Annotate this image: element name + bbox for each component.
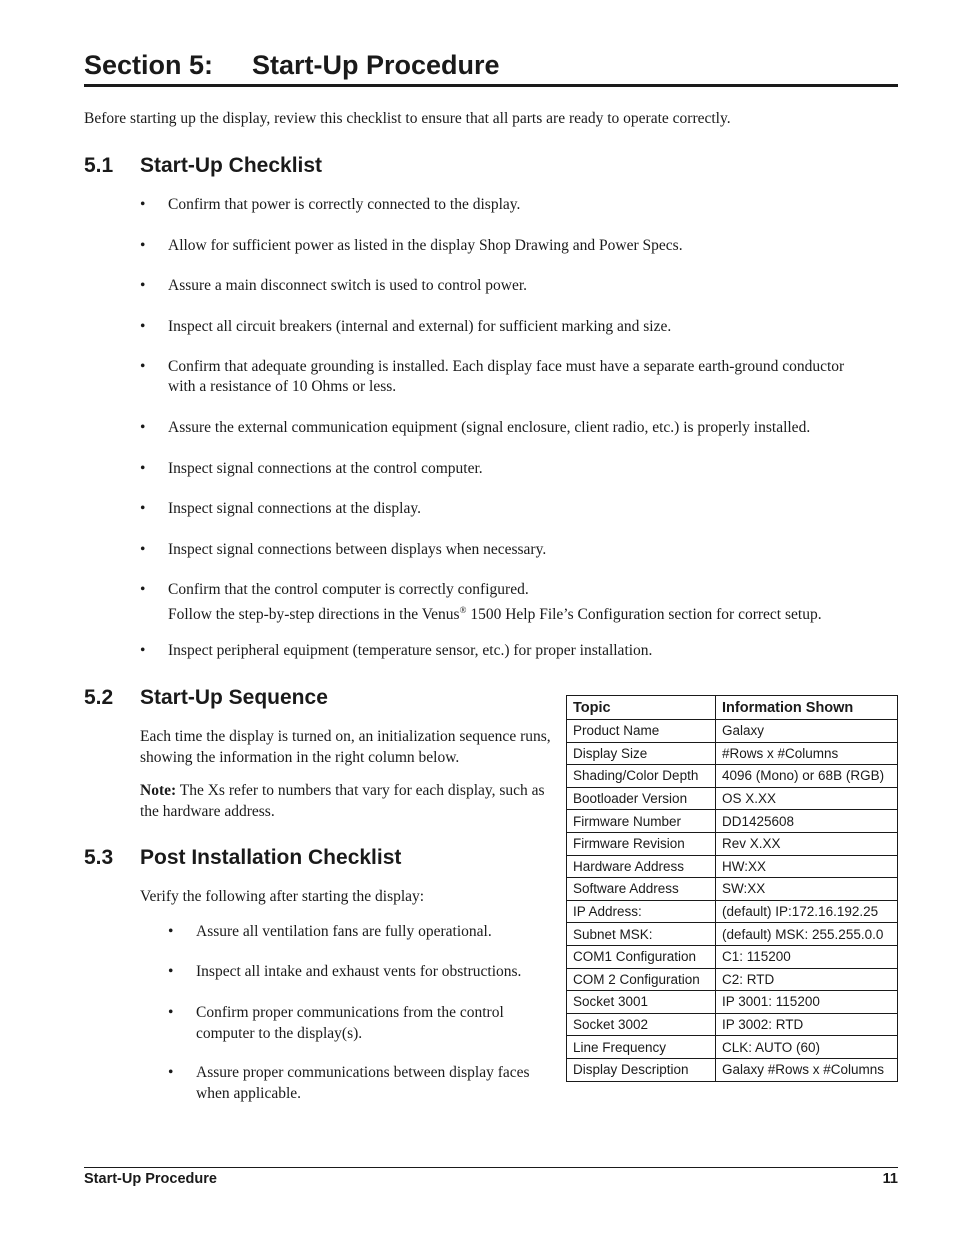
table-row	[567, 945, 898, 968]
table-row	[567, 1036, 898, 1059]
table-cell: Shading/Color Depth	[567, 765, 716, 788]
heading-start-up-sequence: 5.2 Start-Up Sequence	[84, 686, 328, 709]
table-row	[567, 1058, 898, 1081]
column-header: Information Shown	[716, 696, 898, 720]
table-cell: Line Frequency	[567, 1036, 716, 1059]
table-cell: C1: 115200	[716, 945, 898, 968]
table-cell: Hardware Address	[567, 855, 716, 878]
list-item: • Inspect signal connections at the control computer.	[140, 460, 483, 477]
list-item: • Assure all ventilation fans are fully operational.	[168, 923, 492, 940]
table-row	[567, 787, 898, 810]
list-item: • Inspect peripheral equipment (temperature sensor, etc.) for proper installation.	[140, 642, 653, 659]
post-installation-paragraph: Verify the following after starting the display:	[140, 888, 425, 905]
list-item: • Confirm that the control computer is correctly configured. Follow the step-by-step directions in the Venus® 1500 Help File’s Configuration section for correct setup.	[140, 581, 822, 624]
table-row	[567, 720, 898, 743]
heading-post-installation-checklist: 5.3 Post Installation Checklist	[84, 846, 402, 869]
intro-paragraph: Before starting up the display, review this checklist to ensure that all parts are ready to operate correctly.	[84, 110, 731, 127]
table-row	[567, 1013, 898, 1036]
table-cell: OS X.XX	[716, 787, 898, 810]
table-row	[567, 900, 898, 923]
table-row	[567, 923, 898, 946]
table-cell: (default) IP:172.16.192.25	[716, 900, 898, 923]
list-item: • Inspect signal connections at the display.	[140, 500, 421, 517]
table-cell: (default) MSK: 255.255.0.0	[716, 923, 898, 946]
list-item: • Inspect all circuit breakers (internal and external) for sufficient marking and size.	[140, 318, 672, 335]
table-cell: IP 3001: 115200	[716, 991, 898, 1014]
list-item: • Assure the external communication equipment (signal enclosure, client radio, etc.) is properly installed.	[140, 419, 811, 436]
page-title	[84, 48, 898, 87]
table-row	[567, 742, 898, 765]
table-cell: Display Size	[567, 742, 716, 765]
list-item: • Assure a main disconnect switch is used to control power.	[140, 277, 528, 294]
note-paragraph: Note: The Xs refer to numbers that vary for each display, such as the hardware address.	[140, 782, 545, 820]
section-title-text: Start-Up Procedure	[252, 50, 500, 80]
table-cell: Subnet MSK:	[567, 923, 716, 946]
column-header: Topic	[567, 696, 716, 720]
table-cell: Galaxy	[716, 720, 898, 743]
list-item: • Confirm proper communications from the control computer to the display(s).	[168, 1004, 504, 1042]
page-number: 11	[882, 1171, 898, 1187]
list-item: • Confirm that power is correctly connected to the display.	[140, 196, 521, 213]
footer-divider	[84, 1167, 898, 1168]
section-number: Section 5:	[84, 50, 214, 80]
table-row	[567, 855, 898, 878]
table-row	[567, 878, 898, 901]
table-cell: Firmware Number	[567, 810, 716, 833]
table-cell: Display Description	[567, 1058, 716, 1081]
table-cell: SW:XX	[716, 878, 898, 901]
footer-title: Start-Up Procedure	[84, 1171, 217, 1187]
table-cell: IP 3002: RTD	[716, 1013, 898, 1036]
table-cell: COM1 Configuration	[567, 945, 716, 968]
list-item: • Assure proper communications between display faces when applicable.	[168, 1064, 530, 1102]
table-cell: Product Name	[567, 720, 716, 743]
heading-start-up-checklist: 5.1 Start-Up Checklist	[84, 154, 323, 177]
table-row	[567, 810, 898, 833]
table-cell: Software Address	[567, 878, 716, 901]
list-item: • Confirm that adequate grounding is installed. Each display face must have a separate earth-ground conductor with a resistance of 10 Ohms or less.	[140, 358, 845, 395]
table-cell: Firmware Revision	[567, 832, 716, 855]
list-item: • Inspect signal connections between displays when necessary.	[140, 541, 547, 558]
table-cell: DD1425608	[716, 810, 898, 833]
table-cell: HW:XX	[716, 855, 898, 878]
table-cell: #Rows x #Columns	[716, 742, 898, 765]
table-row	[567, 991, 898, 1014]
note-label: Note:	[140, 782, 177, 799]
table-cell: CLK: AUTO (60)	[716, 1036, 898, 1059]
table-row	[567, 968, 898, 991]
table-cell: Rev X.XX	[716, 832, 898, 855]
table-cell: IP Address:	[567, 900, 716, 923]
table-cell: COM 2 Configuration	[567, 968, 716, 991]
table-row	[567, 765, 898, 788]
start-up-sequence-table	[566, 695, 898, 1082]
table-header-row	[567, 696, 898, 720]
table-cell: 4096 (Mono) or 68B (RGB)	[716, 765, 898, 788]
list-item: • Allow for sufficient power as listed in the display Shop Drawing and Power Specs.	[140, 237, 683, 254]
table-cell: Socket 3001	[567, 991, 716, 1014]
table-cell: C2: RTD	[716, 968, 898, 991]
table-row	[567, 832, 898, 855]
start-up-sequence-paragraph: Each time the display is turned on, an initialization sequence runs, showing the information in the right column below.	[140, 728, 551, 766]
table-cell: Bootloader Version	[567, 787, 716, 810]
table-cell: Socket 3002	[567, 1013, 716, 1036]
list-item: • Inspect all intake and exhaust vents for obstructions.	[168, 963, 522, 980]
table-cell: Galaxy #Rows x #Columns	[716, 1058, 898, 1081]
